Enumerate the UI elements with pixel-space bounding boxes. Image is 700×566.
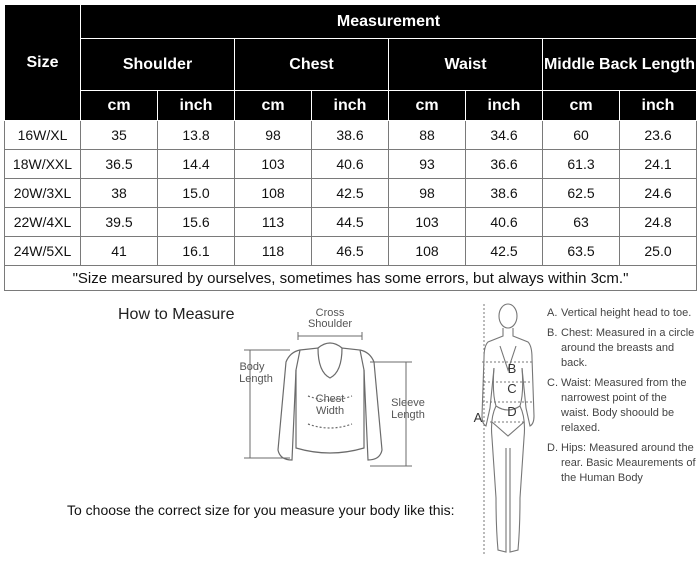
chest-width-label: Chest [315,393,345,405]
table-cell: 63.5 [543,237,620,266]
marker-a: A [473,410,483,425]
table-cell: 24.1 [620,150,697,179]
table-cell: 38.6 [312,121,389,150]
table-cell: 44.5 [312,208,389,237]
unit-header: cm [235,91,312,121]
table-cell: 42.5 [466,237,543,266]
table-cell: 61.3 [543,150,620,179]
table-cell: 108 [389,237,466,266]
shoulder-header: Shoulder [81,39,235,91]
note-item [547,326,697,371]
note-text: Vertical height head to toe. [561,307,692,319]
chest-header: Chest [235,39,389,91]
table-cell: 36.6 [466,150,543,179]
table-cell: 34.6 [466,121,543,150]
marker-c: C [507,381,517,396]
table-row [5,237,697,266]
table-cell: 15.0 [158,179,235,208]
table-cell: 15.6 [158,208,235,237]
table-cell: 98 [235,121,312,150]
table-cell: 103 [235,150,312,179]
unit-header: inch [312,91,389,121]
note-text: Waist: Measured from the narrowest point of the waist. Body shoould be relaxed. [561,377,687,434]
size-chart-table [4,4,697,291]
table-cell: 38 [81,179,158,208]
table-cell: 13.8 [158,121,235,150]
table-row [5,208,697,237]
garment-measure-diagram [230,300,430,480]
unit-header: cm [543,91,620,121]
note-item [547,306,697,321]
note-key: C. [547,377,558,389]
table-cell: 16.1 [158,237,235,266]
note-key: D. [547,442,558,454]
sleeve-length-label: Sleeve [391,397,425,409]
table-cell: 38.6 [466,179,543,208]
table-cell: 40.6 [466,208,543,237]
size-header: Size [5,5,81,121]
table-cell: 39.5 [81,208,158,237]
size-cell: 20W/3XL [5,179,81,208]
table-cell: 24.8 [620,208,697,237]
measure-notes [547,306,697,491]
body-length-label: Body [239,361,265,373]
size-cell: 18W/XXL [5,150,81,179]
note-key: A. [547,307,558,319]
table-cell: 41 [81,237,158,266]
cross-shoulder-label: Cross [315,307,345,319]
table-row [5,150,697,179]
chest-width-label: Width [315,405,345,417]
table-cell: 25.0 [620,237,697,266]
table-cell: 63 [543,208,620,237]
unit-header: inch [620,91,697,121]
table-cell: 88 [389,121,466,150]
cross-shoulder-label: Shoulder [307,318,353,330]
table-cell: 14.4 [158,150,235,179]
unit-header: cm [389,91,466,121]
table-cell: 93 [389,150,466,179]
table-cell: 35 [81,121,158,150]
note-item [547,441,697,486]
size-cell: 24W/5XL [5,237,81,266]
table-cell: 24.6 [620,179,697,208]
table-cell: 113 [235,208,312,237]
unit-header: inch [466,91,543,121]
table-cell: 103 [389,208,466,237]
size-cell: 22W/4XL [5,208,81,237]
how-to-measure-title: How to Measure [118,306,235,323]
measurement-note: "Size mearsured by ourselves, sometimes has some errors, but always within 3cm." [5,266,697,291]
waist-header: Waist [389,39,543,91]
marker-b: B [507,361,517,376]
note-text: Chest: Measured in a circle around the breasts and back. [561,327,695,369]
unit-header: inch [158,91,235,121]
table-cell: 40.6 [312,150,389,179]
measurement-header: Measurement [81,5,697,39]
note-key: B. [547,327,558,339]
marker-d: D [507,404,517,419]
table-cell: 60 [543,121,620,150]
sleeve-length-label: Length [391,409,425,421]
table-row [5,179,697,208]
note-item [547,376,697,436]
table-cell: 98 [389,179,466,208]
unit-header: cm [81,91,158,121]
table-cell: 62.5 [543,179,620,208]
body-length-label: Length [239,373,273,385]
table-cell: 108 [235,179,312,208]
table-cell: 36.5 [81,150,158,179]
table-cell: 42.5 [312,179,389,208]
body-measure-diagram [470,298,546,562]
table-row [5,121,697,150]
middle-back-length-header: Middle Back Length [543,39,697,91]
table-cell: 118 [235,237,312,266]
choose-size-text: To choose the correct size for you measure your body like this: [67,502,455,518]
note-text: Hips: Measured around the rear. Basic Meaurements of the Human Body [561,442,696,484]
table-cell: 46.5 [312,237,389,266]
table-cell: 23.6 [620,121,697,150]
size-cell: 16W/XL [5,121,81,150]
